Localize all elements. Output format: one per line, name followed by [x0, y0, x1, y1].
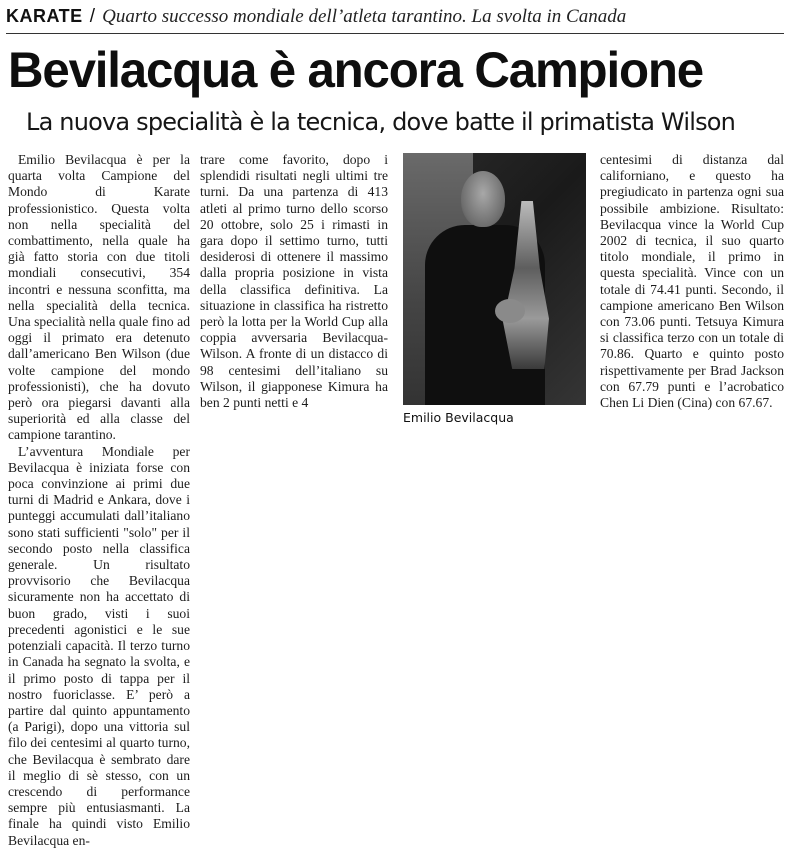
- article-subheadline: La nuova specialità è la tecnica, dove batte il primatista Wilson: [26, 108, 736, 136]
- kicker-separator: /: [89, 6, 96, 27]
- athlete-photo: [403, 153, 586, 405]
- section-label: KARATE: [6, 6, 83, 26]
- article-column-2: [200, 152, 388, 452]
- column-1-paragraph-2: L’avventura Mondiale per Bevilacqua è iniziata forse con poca convinzione ai primi due turni di Madrid e Ankara, dove i punteggi accumulati dall’italiano sono stati sufficienti "solo" per il secondo posto nella classifica generale. Un risultato provvisorio che Bevilacqua sicuramente non ha accettato di buon grado, visti i suoi precedenti agonistici e le sue potenziali capacità. Il terzo turno in Canada ha segnato la svolta, e il primo posto di tappa per il nostro fuoriclasse. E’ però a partire dal quinto appuntamento (a Parigi), dopo una vittoria sul filo dei centesimi al quarto turno, che Bevilacqua è sembrato dare il meglio di sè stesso, con un crescendo di performance sempre più entusiasmanti. La finale ha quindi visto Emilio Bevilacqua en-: [8, 443, 190, 848]
- photo-athlete-head: [461, 171, 505, 227]
- article-column-3: [600, 152, 784, 472]
- photo-athlete-hand: [495, 299, 525, 323]
- column-1-paragraph-1: Emilio Bevilacqua è per la quarta volta Campione del Mondo di Karate professionistico. Questa volta non nella specialità del combattimento, nella quale ha già fatto storia con due titoli mondiali consecutivi, 354 incontri e nessuna sconfitta, ma nella specialità della tecnica. Una specialità nella quale fino ad oggi il primato era detenuto dall’americano Ben Wilson (due volte campione del mondo professionisti), che ha dovuto però ora piegarsi davanti alla superiorità ed alla classe del campione tarantino.: [8, 152, 190, 443]
- kicker-divider: [6, 33, 784, 34]
- article-column-1: [8, 152, 190, 852]
- kicker-subtitle: Quarto successo mondiale dell’atleta tarantino. La svolta in Canada: [102, 6, 627, 27]
- photo-caption: Emilio Bevilacqua: [403, 410, 514, 425]
- kicker-line: [6, 6, 786, 30]
- column-3-paragraph: centesimi di distanza dal californiano, e questo ha pregiudicato in partenza ogni sua possibile ambizione. Risultato: Bevilacqua vince la World Cup 2002 di tecnica, il suo quarto titolo mondiale, il primo in questa specialità. Vince con un totale di 74.41 punti. Secondo, il campione americano Ben Wilson con 73.06 punti. Tetsuya Kimura si classifica terzo con un totale di 70.86. Quarto e quinto posto rispettivamente per Brad Jackson con 67.79 punti e l’acrobatico Chen Li Dien (Cina) con 67.67.: [600, 152, 784, 411]
- article-headline: Bevilacqua è ancora Campione: [8, 42, 703, 98]
- column-2-paragraph: trare come favorito, dopo i splendidi risultati negli ultimi tre turni. Da una partenza di 413 atleti al primo turno dello scorso 20 ottobre, solo 25 i rimasti in gara dopo il settimo turno, tutti desiderosi di ottenere il massimo dalla propria posizione in vista della classifica definitiva. La situazione in classifica ha ristretto però la lotta per la World Cup alla coppia avversaria Bevilacqua-Wilson. A fronte di un distacco di 98 centesimi dell’italiano su Wilson, il giapponese Kimura ha ben 2 punti netti e 4: [200, 152, 388, 411]
